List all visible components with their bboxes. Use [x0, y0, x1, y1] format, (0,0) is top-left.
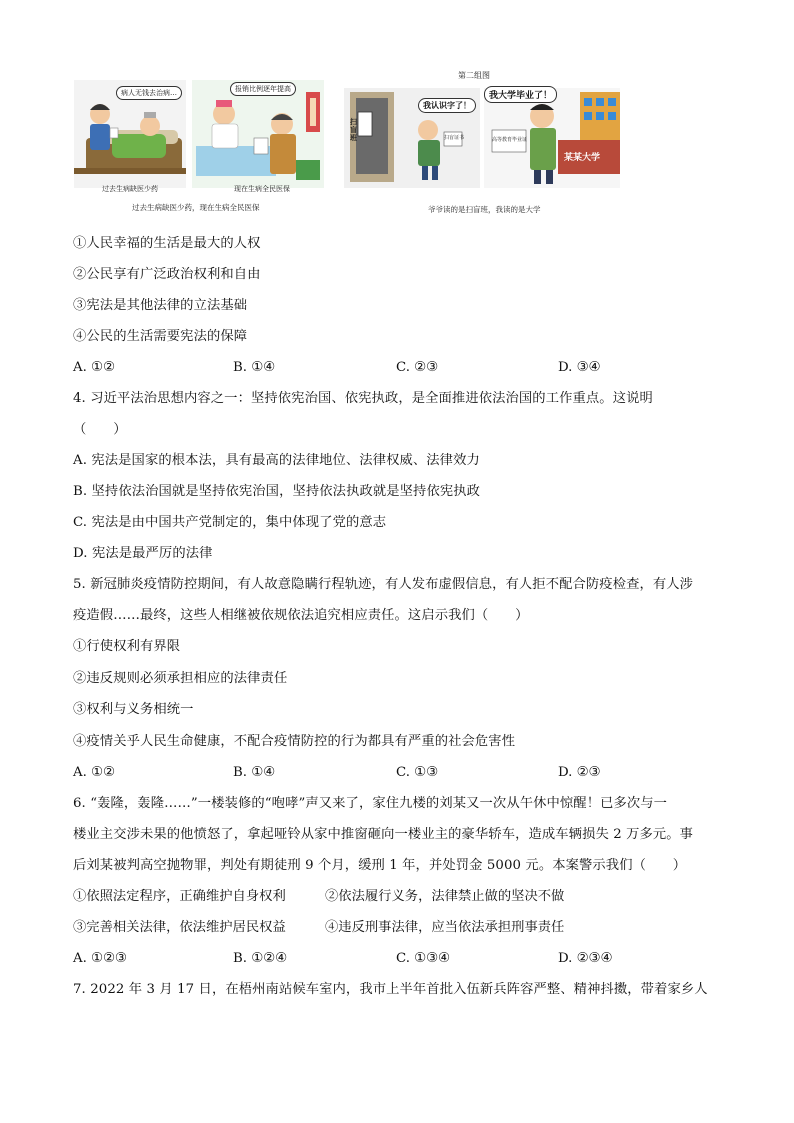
right-group-caption: 爷爷读的是扫盲班，我读的是大学	[428, 205, 541, 214]
q5-option-b[interactable]: B. ①④	[233, 765, 276, 780]
q4-stem-blank: （ ）	[73, 422, 127, 437]
q3-option-c[interactable]: C. ②③	[396, 360, 438, 375]
panel1-caption: 过去生病缺医少药	[102, 185, 158, 193]
q3-option-d[interactable]: D. ③④	[558, 360, 601, 375]
q4-option-b[interactable]: B. 坚持依法治国就是坚持依宪治国，坚持依法执政就是坚持依宪执政	[73, 484, 481, 499]
q5-option-c[interactable]: C. ①③	[396, 765, 438, 780]
panel4-speech-bubble: 我大学毕业了！	[484, 86, 557, 103]
q6-items-row2	[73, 919, 723, 937]
q6-stem-line2: 楼业主交涉未果的他愤怒了，拿起哑铃从家中推窗砸向一楼业主的豪华轿车，造成车辆损失 2 万多元。事	[73, 827, 694, 842]
q6-options	[73, 950, 723, 968]
q4-option-a[interactable]: A. 宪法是国家的根本法，具有最高的法律地位、法律权威、法律效力	[73, 453, 480, 468]
panel3-speech-bubble: 我认识字了！	[418, 98, 476, 113]
q5-options	[73, 764, 723, 782]
university-sign: 某某大学	[564, 153, 601, 163]
q6-option-b[interactable]: B. ①②④	[233, 951, 287, 966]
q3-options	[73, 359, 723, 377]
q5-item-2: ②违反规则必须承担相应的法律责任	[73, 671, 288, 686]
q6-stem-line3: 后刘某被判高空抛物罪，判处有期徒刑 9 个月，缓刑 1 年，并处罚金 5000 元。本案警示我们（ ）	[73, 858, 687, 873]
q3-option-a[interactable]: A. ①②	[73, 360, 115, 375]
literacy-certificate: 扫盲证书	[444, 135, 465, 141]
q6-item-2: ②依法履行义务，法律禁止做的坚决不做	[325, 889, 565, 904]
q3-item-2: ②公民享有广泛政治权利和自由	[73, 267, 261, 282]
q5-item-1: ①行使权利有界限	[73, 639, 181, 654]
q6-item-4: ④违反刑事法律，应当依法承担刑事责任	[325, 920, 565, 935]
q6-option-a[interactable]: A. ①②③	[73, 951, 127, 966]
q3-item-3: ③宪法是其他法律的立法基础	[73, 298, 248, 313]
q3-item-1: ①人民幸福的生活是最大的人权	[73, 236, 261, 251]
group2-title: 第二组图	[458, 71, 490, 80]
q6-stem-line1: 6. “轰隆，轰隆……”一楼装修的“咆哮”声又来了，家住九楼的刘某又一次从午休中惊醒！已多次与一	[73, 796, 668, 811]
cartoon-illustration	[72, 68, 632, 218]
q4-option-c[interactable]: C. 宪法是由中国共产党制定的，集中体现了党的意志	[73, 515, 387, 530]
q5-item-4: ④疫情关乎人民生命健康，不配合疫情防控的行为都具有严重的社会危害性	[73, 734, 516, 749]
q6-items-row1	[73, 888, 723, 906]
q5-item-3: ③权利与义务相统一	[73, 702, 194, 717]
panel2-speech-bubble: 报销比例逐年提高	[230, 82, 296, 96]
q3-item-4: ④公民的生活需要宪法的保障	[73, 329, 248, 344]
q5-stem-line2: 疫造假……最终，这些人相继被依规依法追究相应责任。这启示我们（ ）	[73, 608, 529, 623]
left-group-caption: 过去生病缺医少药，现在生病全民医保	[132, 203, 260, 212]
panel2-caption: 现在生病全民医保	[234, 185, 290, 193]
diploma: 高等教育毕业证	[492, 137, 528, 143]
q3-option-b[interactable]: B. ①④	[233, 360, 276, 375]
panel1-speech-bubble: 病人无钱去治病…	[116, 86, 182, 100]
literacy-class-sign: 扫盲班	[350, 118, 357, 142]
q7-stem-line1: 7. 2022 年 3 月 17 日，在梧州南站候车室内，我市上半年首批入伍新兵阵容严整、精神抖擞，带着家乡人	[73, 982, 708, 997]
q4-stem: 4. 习近平法治思想内容之一：坚持依宪治国、依宪执政，是全面推进依法治国的工作重点。这说明	[73, 391, 653, 406]
q6-option-c[interactable]: C. ①③④	[396, 951, 450, 966]
q6-item-3: ③完善相关法律，依法维护居民权益	[73, 920, 286, 935]
q6-option-d[interactable]: D. ②③④	[558, 951, 613, 966]
q6-item-1: ①依照法定程序，正确维护自身权利	[73, 889, 286, 904]
q5-option-a[interactable]: A. ①②	[73, 765, 115, 780]
q5-option-d[interactable]: D. ②③	[558, 765, 601, 780]
q5-stem-line1: 5. 新冠肺炎疫情防控期间，有人故意隐瞒行程轨迹，有人发布虚假信息，有人拒不配合防疫检查，有人涉	[73, 577, 694, 592]
q4-option-d[interactable]: D. 宪法是最严厉的法律	[73, 546, 213, 561]
